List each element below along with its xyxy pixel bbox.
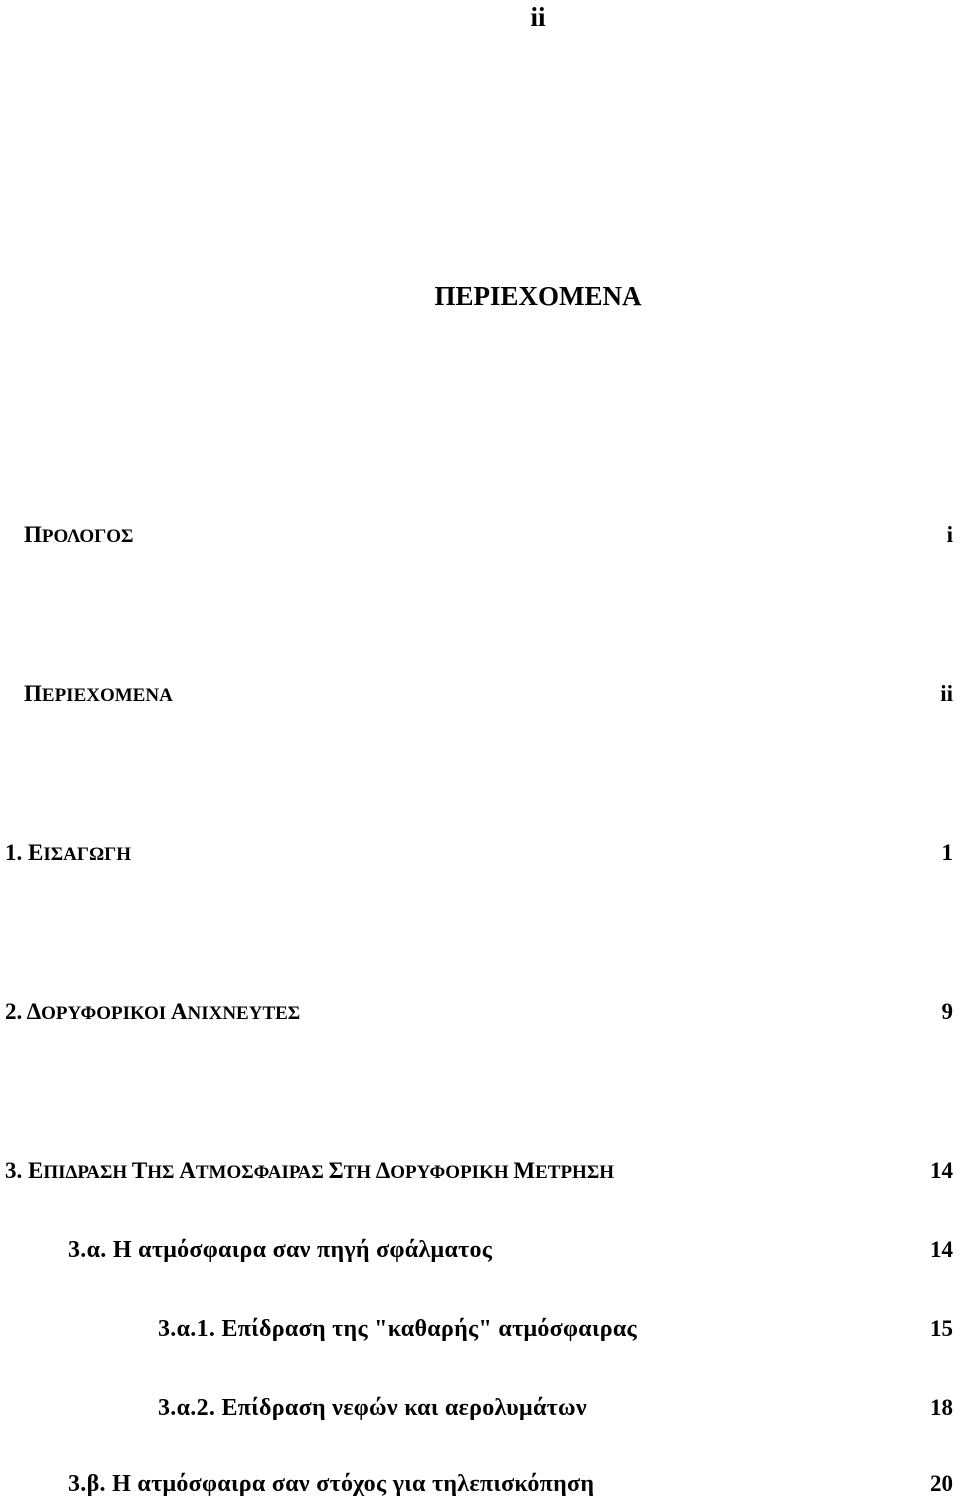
toc-entry-label: 3.α. Η ατμόσφαιρα σαν πηγή σφάλματος	[68, 1237, 493, 1263]
toc-entry-label: 1. ΕΙΣΑΓΩΓΗ	[5, 840, 132, 865]
toc-entry-page: 15	[930, 1316, 953, 1341]
page-number: ii	[530, 2, 546, 32]
toc-entry-page: 1	[941, 840, 953, 865]
toc-entry-chapter-2[interactable]	[0, 995, 960, 1029]
toc-entry-chapter-1[interactable]	[0, 836, 960, 870]
toc-entry-prologue[interactable]	[0, 518, 960, 552]
page-title: ΠΕΡΙΕΧΟΜΕΝΑ	[434, 281, 642, 311]
toc-entry-contents[interactable]	[0, 677, 960, 711]
toc-entry-page: 14	[930, 1158, 953, 1183]
toc-entry-label: 2. ΔΟΡΥΦΟΡΙΚΟΙ ΑΝΙΧΝΕΥΤΕΣ	[5, 999, 301, 1024]
toc-entry-page: 9	[941, 999, 953, 1024]
toc-entry-page: i	[946, 522, 953, 547]
toc-entry-label: ΠΕΡΙΕΧΟΜΕΝΑ	[24, 681, 173, 706]
toc-entry-chapter-3[interactable]	[0, 1154, 960, 1188]
toc-entry-label: 3.α.1. Επίδραση της "καθαρής" ατμόσφαιρας	[158, 1316, 637, 1342]
toc-entry-section-3a[interactable]	[0, 1233, 960, 1267]
toc-entry-page: 20	[930, 1471, 953, 1496]
toc-entry-section-3b[interactable]	[0, 1467, 960, 1501]
toc-entry-label: ΠΡΟΛΟΓΟΣ	[24, 522, 134, 547]
toc-entry-page: 18	[930, 1395, 953, 1420]
toc-entry-label: 3.β. Η ατμόσφαιρα σαν στόχος για τηλεπισκόπηση	[68, 1471, 595, 1497]
toc-entry-page: ii	[940, 681, 953, 706]
toc-entry-section-3a2[interactable]	[0, 1391, 960, 1425]
toc-entry-page: 14	[930, 1237, 953, 1262]
toc-entry-section-3a1[interactable]	[0, 1312, 960, 1346]
toc-entry-label: 3. ΕΠΙΔΡΑΣΗ ΤΗΣ ΑΤΜΟΣΦΑΙΡΑΣ ΣΤΗ ΔΟΡΥΦΟΡΙΚΗ ΜΕΤΡΗΣΗ	[5, 1158, 615, 1183]
toc-entry-label: 3.α.2. Επίδραση νεφών και αερολυμάτων	[158, 1395, 587, 1421]
